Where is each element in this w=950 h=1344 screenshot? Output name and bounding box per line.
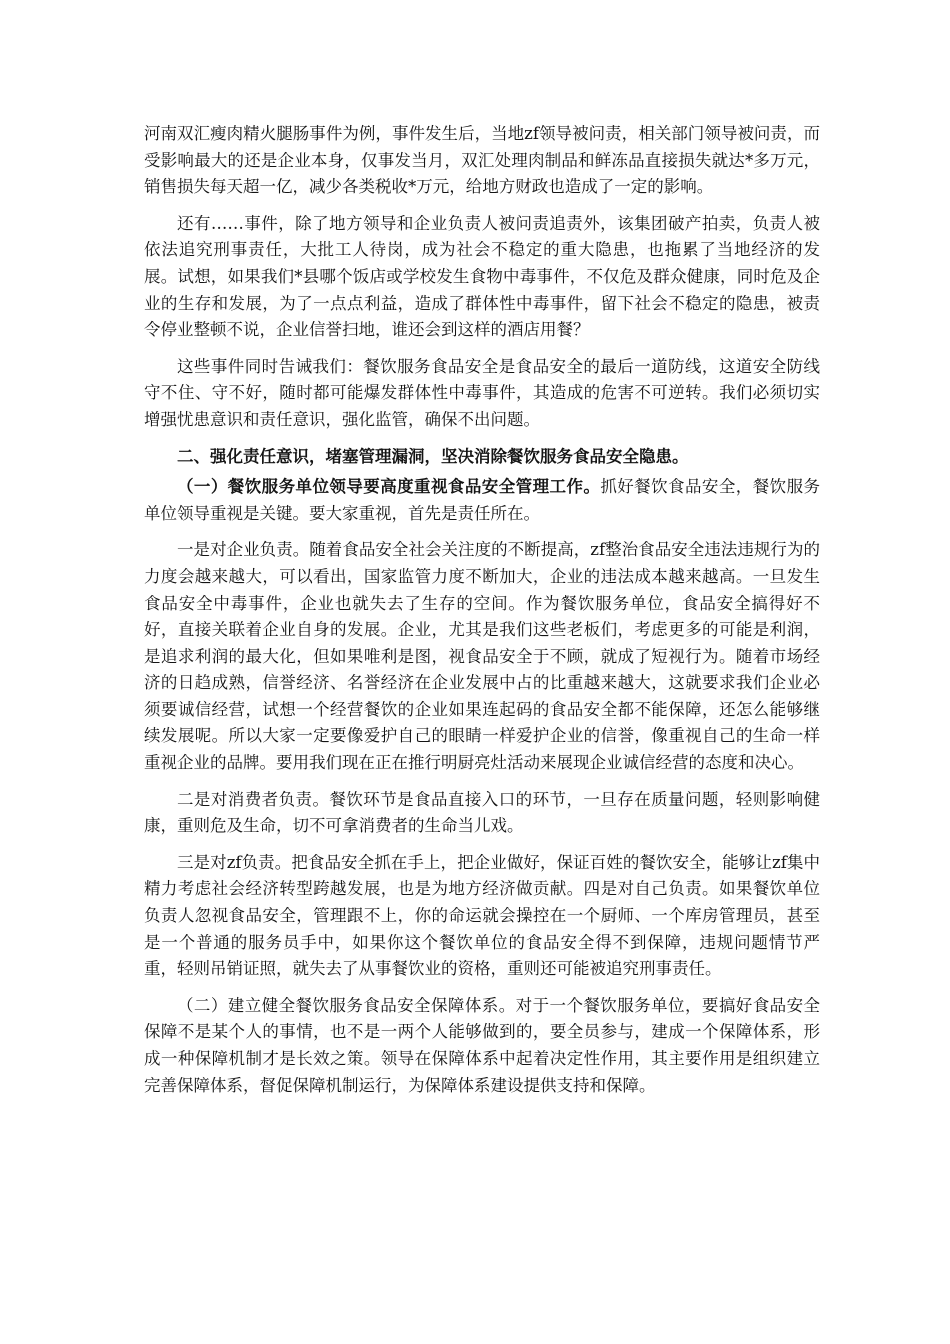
section-heading-two: 二、强化责任意识，堵塞管理漏洞，坚决消除餐饮服务食品安全隐患。	[177, 446, 689, 466]
paragraph-other-incidents: 还有……事件，除了地方领导和企业负责人被问责追责外，该集团破产拍卖，负责人被依法追究刑事责任，大批工人待岗，成为社会不稳定的重大隐患，也拖累了当地经济的发展。试想，如果我们*县哪个饭店或学校发生食物中毒事件，不仅危及群众健康，同时危及企业的生存和发展，为了一点点利益，造成了群体性中毒事件，留下社会不稳定的隐患，被责令停业整顿不说，企业信誉扫地，谁还会到这样的酒店用餐？	[144, 213, 820, 340]
subsection-one-body: 抓好餐饮食品安全，餐饮服务单位领导重视是关键。要大家重视，首先是责任所在。	[144, 477, 821, 523]
document-body	[144, 121, 820, 1109]
paragraph-subsection-two: （二）建立健全餐饮服务食品安全保障体系。对于一个餐饮服务单位，要搞好食品安全保障不是某个人的事情，也不是一两个人能够做到的，要全员参与，建成一个保障体系，形成一种保障机制才是长效之策。领导在保障体系中起着决定性作用，其主要作用是组织建立完善保障体系，督促保障机制运行，为保障体系建设提供支持和保障。	[144, 995, 820, 1095]
paragraph-lesson: 这些事件同时告诫我们：餐饮服务食品安全是食品安全的最后一道防线，这道安全防线守不住、守不好，随时都可能爆发群体性中毒事件，其造成的危害不可逆转。我们必须切实增强忧患意识和责任意识，强化监管，确保不出问题。	[144, 356, 820, 429]
paragraph-subsection-one	[144, 474, 820, 527]
subsection-one-lead: （一）餐饮服务单位领导要高度重视食品安全管理工作。	[177, 477, 601, 497]
paragraph-responsible-to-consumers: 二是对消费者负责。餐饮环节是食品直接入口的环节，一旦存在质量问题，轻则影响健康，重则危及生命，切不可拿消费者的生命当儿戏。	[144, 789, 820, 836]
paragraph-responsible-to-enterprise: 一是对企业负责。随着食品安全社会关注度的不断提高，zf整治食品安全违法违规行为的力度会越来越大，可以看出，国家监管力度不断加大，企业的违法成本越来越高。一旦发生食品安全中毒事件，企业也就失去了生存的空间。作为餐饮服务单位，食品安全搞得好不好，直接关联着企业自身的发展。企业，尤其是我们这些老板们，考虑更多的可能是利润，是追求利润的最大化，但如果唯利是图，视食品安全于不顾，就成了短视行为。随着市场经济的日趋成熟，信誉经济、名誉经济在企业发展中占的比重越来越大，这就要求我们企业必须要诚信经营，试想一个经营餐饮的企业如果连起码的食品安全都不能保障，还怎么能够继续发展呢。所以大家一定要像爱护自己的眼睛一样爱护企业的信誉，像重视自己的生命一样重视企业的品牌。要用我们现在正在推行明厨亮灶活动来展现企业诚信经营的态度和决心。	[144, 540, 820, 773]
paragraph-shuanghui-case: 河南双汇瘦肉精火腿肠事件为例，事件发生后，当地zf领导被问责，相关部门领导被问责，而受影响最大的还是企业本身，仅事发当月，双汇处理肉制品和鲜冻品直接损失就达*多万元，销售损失每天超一亿，减少各类税收*万元，给地方财政也造成了一定的影响。	[144, 124, 820, 197]
paragraph-responsible-to-government: 三是对zf负责。把食品安全抓在手上，把企业做好，保证百姓的餐饮安全，能够让zf集中精力考虑社会经济转型跨越发展，也是为地方经济做贡献。四是对自己负责。如果餐饮单位负责人忽视食品安全，管理跟不上，你的命运就会操控在一个厨师、一个库房管理员，甚至是一个普通的服务员手中，如果你这个餐饮单位的食品安全得不到保障，违规问题情节严重，轻则吊销证照，就失去了从事餐饮业的资格，重则还可能被追究刑事责任。	[144, 852, 820, 979]
